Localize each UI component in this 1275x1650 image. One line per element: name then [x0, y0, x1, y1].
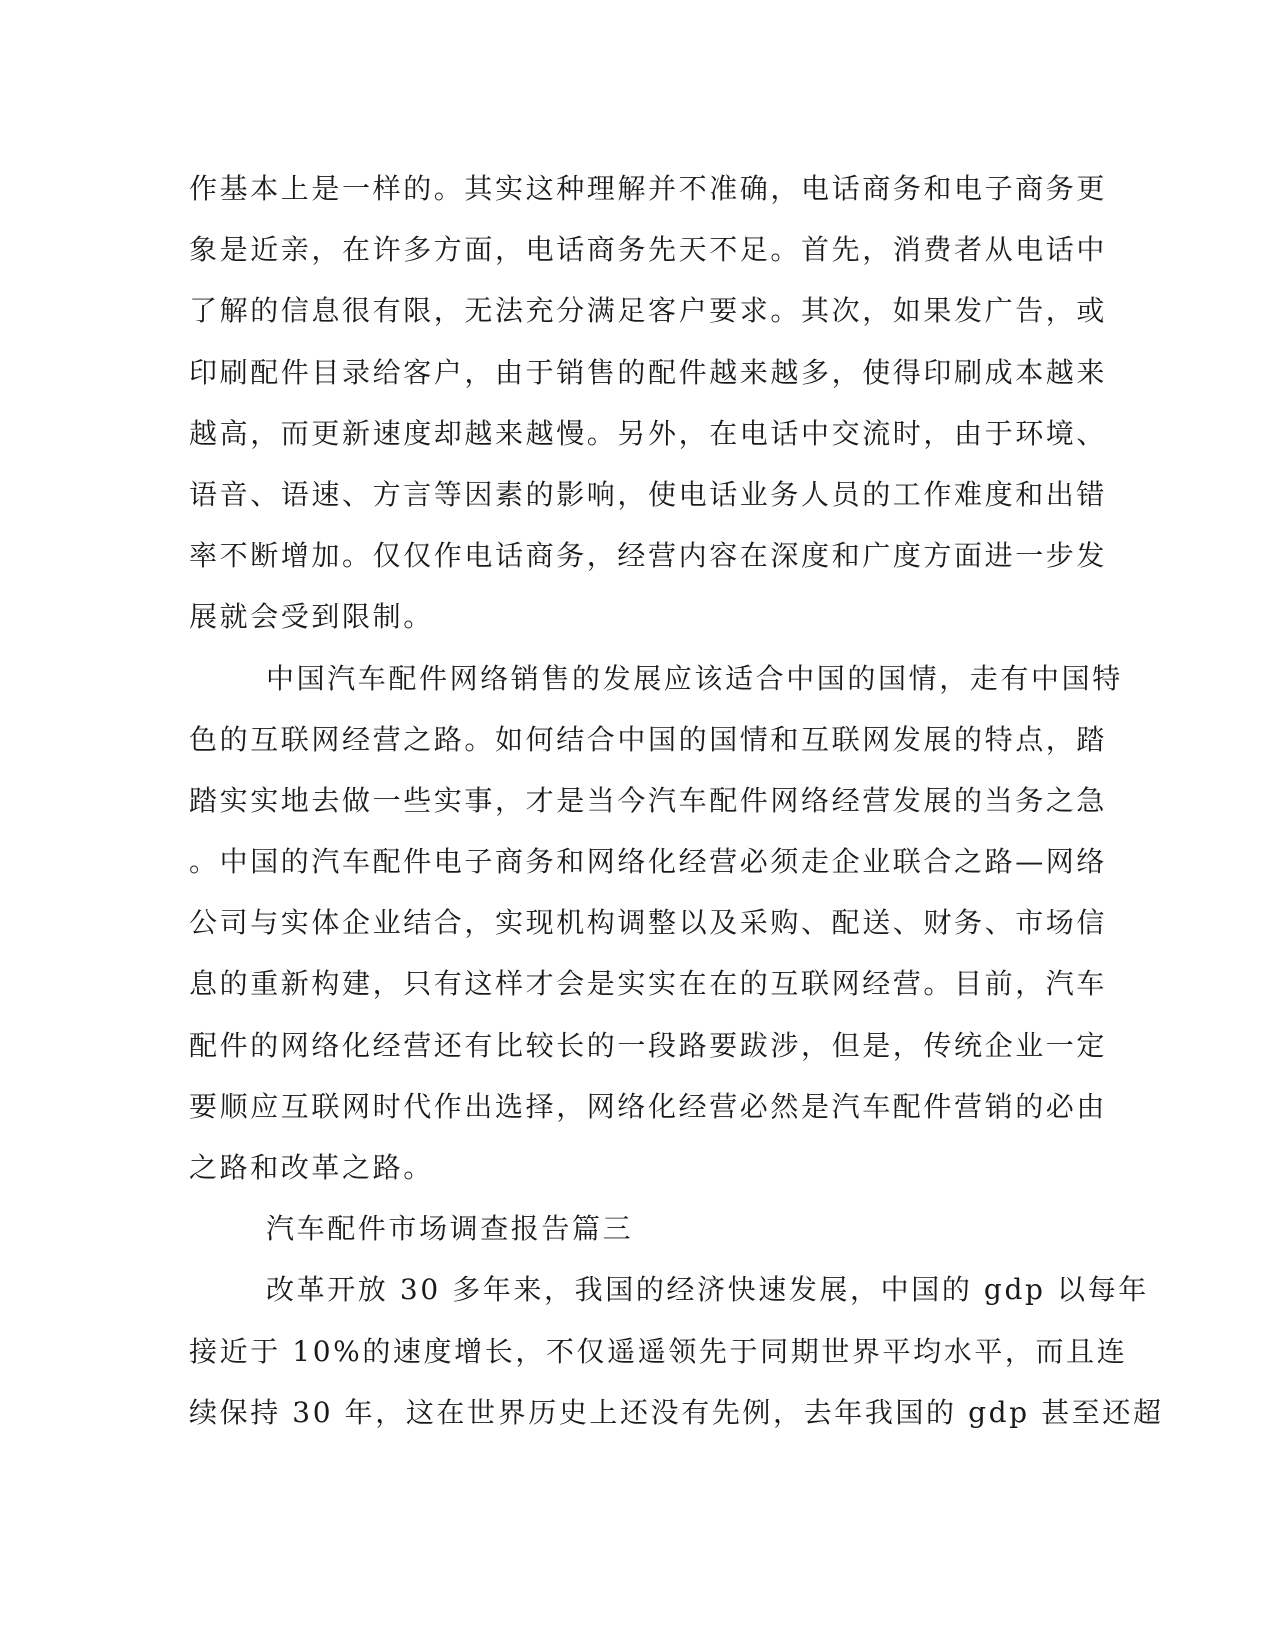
text-line: 象是近亲，在许多方面，电话商务先天不足。首先，消费者从电话中 [189, 233, 1108, 267]
text-line: 要顺应互联网时代作出选择，网络化经营必然是汽车配件营销的必由 [189, 1089, 1108, 1123]
text-line: 公司与实体企业结合，实现机构调整以及采购、配送、财务、市场信 [189, 906, 1108, 940]
text-line: 之路和改革之路。 [189, 1151, 434, 1184]
text-line: 印刷配件目录给客户，由于销售的配件越来越多，使得印刷成本越来 [189, 355, 1108, 389]
text-line: 色的互联网经营之路。如何结合中国的国情和互联网发展的特点，踏 [189, 722, 1108, 756]
paragraph-first-line: 中国汽车配件网络销售的发展应该适合中国的国情，走有中国特 [266, 661, 1123, 695]
text-line: 配件的网络化经营还有比较长的一段路要跋涉，但是，传统企业一定 [189, 1028, 1108, 1062]
text-line: 作基本上是一样的。其实这种理解并不准确，电话商务和电子商务更 [189, 172, 1108, 205]
document-body [189, 158, 1164, 1443]
text-line: 。中国的汽车配件电子商务和网络化经营必须走企业联合之路—网络 [189, 845, 1108, 879]
text-line: 息的重新构建，只有这样才会是实实在在的互联网经营。目前，汽车 [189, 967, 1108, 1001]
text-line: 展就会受到限制。 [189, 600, 434, 634]
text-line: 率不断增加。仅仅作电话商务，经营内容在深度和广度方面进一步发 [189, 539, 1108, 573]
text-line: 了解的信息很有限，无法充分满足客户要求。其次，如果发广告，或 [189, 294, 1108, 328]
paragraph-first-line: 汽车配件市场调查报告篇三 [266, 1212, 634, 1246]
paragraph-first-line: 改革开放 30 多年来，我国的经济快速发展，中国的 gdp 以每年 [266, 1273, 1149, 1307]
text-line: 续保持 30 年，这在世界历史上还没有先例，去年我国的 gdp 甚至还超 [189, 1395, 1164, 1429]
text-line: 语音、语速、方言等因素的影响，使电话业务人员的工作难度和出错 [189, 477, 1108, 511]
text-line: 越高，而更新速度却越来越慢。另外，在电话中交流时，由于环境、 [189, 416, 1108, 450]
text-line: 踏实实地去做一些实事，才是当今汽车配件网络经营发展的当务之急 [189, 783, 1108, 817]
text-line: 接近于 10%的速度增长，不仅遥遥领先于同期世界平均水平，而且连 [189, 1334, 1128, 1368]
